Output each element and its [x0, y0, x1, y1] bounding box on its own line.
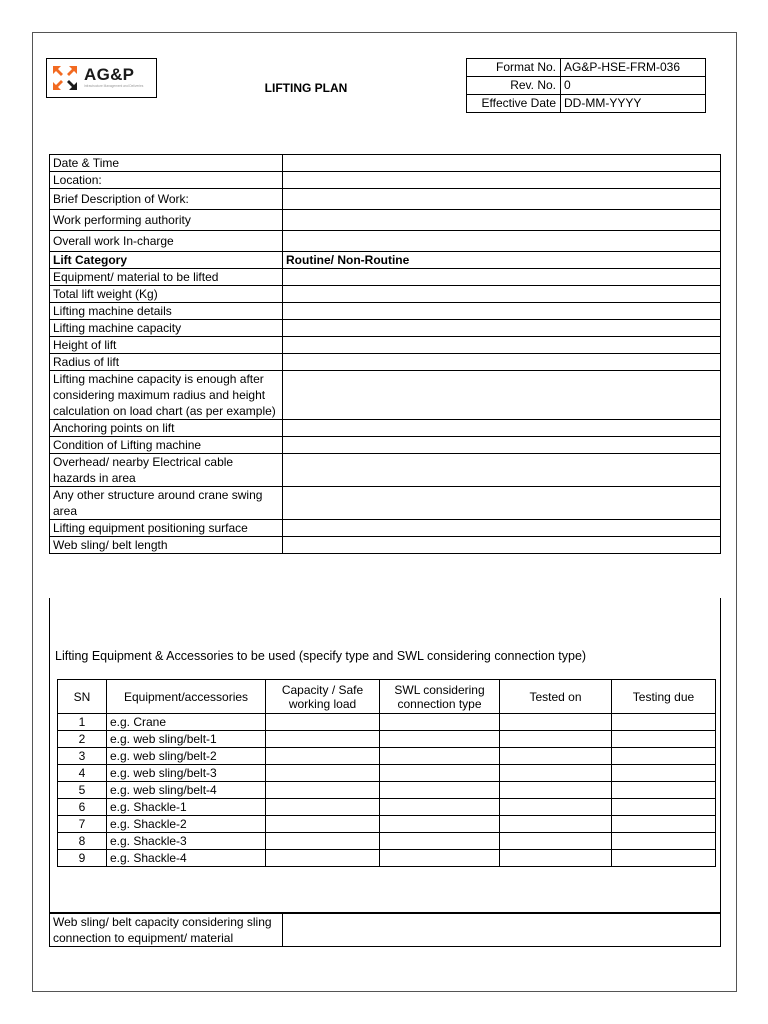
- table-row: [58, 850, 716, 867]
- row-equipment: e.g. web sling/belt-1: [107, 731, 266, 748]
- row-equipment: e.g. web sling/belt-3: [107, 765, 266, 782]
- empty-cell-field[interactable]: [266, 816, 380, 833]
- logo-arrow-shape: [67, 66, 77, 76]
- format-value: DD-MM-YYYY: [561, 95, 706, 113]
- table-row: [50, 252, 721, 269]
- row-label: Any other structure around crane swing area: [50, 487, 283, 520]
- row-equipment: e.g. Crane: [107, 714, 266, 731]
- row-sn: 4: [58, 765, 107, 782]
- empty-cell-field[interactable]: [500, 731, 612, 748]
- table-row: [50, 286, 721, 303]
- empty-cell-field[interactable]: [500, 765, 612, 782]
- empty-cell-field[interactable]: [266, 782, 380, 799]
- row-sn: 2: [58, 731, 107, 748]
- format-label: Rev. No.: [467, 77, 561, 95]
- empty-cell-field[interactable]: [380, 731, 500, 748]
- sling-capacity-table: [49, 913, 721, 947]
- row-sn: 8: [58, 833, 107, 850]
- empty-cell-field[interactable]: [500, 714, 612, 731]
- table-row: [50, 371, 721, 420]
- empty-cell-field[interactable]: [612, 714, 716, 731]
- row-label: Lifting equipment positioning surface: [50, 520, 283, 537]
- empty-cell-field[interactable]: [612, 799, 716, 816]
- empty-cell-field[interactable]: [500, 799, 612, 816]
- form-header: [46, 58, 711, 124]
- empty-cell-field[interactable]: [266, 731, 380, 748]
- row-value-field[interactable]: [283, 914, 721, 947]
- table-row: [58, 799, 716, 816]
- table-row: [50, 454, 721, 487]
- row-value-field[interactable]: [283, 437, 721, 454]
- table-row: [50, 155, 721, 172]
- row-sn: 7: [58, 816, 107, 833]
- row-label: Equipment/ material to be lifted: [50, 269, 283, 286]
- empty-cell-field[interactable]: [500, 833, 612, 850]
- empty-cell-field[interactable]: [380, 816, 500, 833]
- company-logo: [46, 58, 157, 98]
- row-label: Condition of Lifting machine: [50, 437, 283, 454]
- row-equipment: e.g. Shackle-4: [107, 850, 266, 867]
- row-value-field[interactable]: [283, 337, 721, 354]
- empty-cell-field[interactable]: [380, 850, 500, 867]
- column-header: Testing due: [612, 680, 716, 714]
- agp-logo-icon: [50, 63, 80, 93]
- column-header: SWL considering connection type: [380, 680, 500, 714]
- row-value-field[interactable]: [283, 520, 721, 537]
- table-row: [50, 520, 721, 537]
- format-info-table: [466, 58, 706, 113]
- table-row: [50, 303, 721, 320]
- empty-cell-field[interactable]: [380, 782, 500, 799]
- table-row: [50, 320, 721, 337]
- table-row: [50, 537, 721, 554]
- row-value-field[interactable]: [283, 420, 721, 437]
- empty-cell-field[interactable]: [500, 782, 612, 799]
- row-label: Date & Time: [50, 155, 283, 172]
- empty-cell-field[interactable]: [380, 714, 500, 731]
- table-row: [58, 714, 716, 731]
- row-label: Web sling/ belt length: [50, 537, 283, 554]
- table-row: [50, 231, 721, 252]
- empty-cell-field[interactable]: [266, 714, 380, 731]
- table-row: [50, 487, 721, 520]
- format-row: [467, 59, 706, 77]
- table-row: [50, 437, 721, 454]
- row-label: Work performing authority: [50, 210, 283, 231]
- format-row: [467, 95, 706, 113]
- table-row: [58, 765, 716, 782]
- row-label: Height of lift: [50, 337, 283, 354]
- empty-cell-field[interactable]: [612, 816, 716, 833]
- row-sn: 9: [58, 850, 107, 867]
- empty-cell-field[interactable]: [500, 816, 612, 833]
- empty-cell-field[interactable]: [612, 765, 716, 782]
- format-value: 0: [561, 77, 706, 95]
- format-value: AG&P-HSE-FRM-036: [561, 59, 706, 77]
- table-row: [50, 354, 721, 371]
- logo-arrow-shape: [67, 80, 77, 90]
- row-value-field[interactable]: [283, 286, 721, 303]
- empty-cell-field[interactable]: [380, 799, 500, 816]
- row-sn: 6: [58, 799, 107, 816]
- row-value-field[interactable]: Routine/ Non-Routine: [283, 252, 721, 269]
- logo-arrow-shape: [53, 66, 63, 76]
- row-label: Anchoring points on lift: [50, 420, 283, 437]
- column-header: Tested on: [500, 680, 612, 714]
- empty-cell-field[interactable]: [500, 850, 612, 867]
- table-row: [50, 172, 721, 189]
- row-value-field[interactable]: [283, 303, 721, 320]
- empty-cell-field[interactable]: [266, 765, 380, 782]
- row-label: Lifting machine capacity: [50, 320, 283, 337]
- row-sn: 3: [58, 748, 107, 765]
- table-row: [58, 816, 716, 833]
- row-label: Brief Description of Work:: [50, 189, 283, 210]
- column-header: Capacity / Safe working load: [266, 680, 380, 714]
- row-sn: 5: [58, 782, 107, 799]
- logo-text: AG&P: [84, 65, 135, 84]
- row-value-field[interactable]: [283, 371, 721, 420]
- row-label: Location:: [50, 172, 283, 189]
- empty-cell-field[interactable]: [612, 850, 716, 867]
- table-row: [58, 731, 716, 748]
- form-title: LIFTING PLAN: [264, 81, 348, 95]
- row-value-field[interactable]: [283, 487, 721, 520]
- equipment-heading: Lifting Equipment & Accessories to be used (specify type and SWL considering connection type): [55, 649, 587, 663]
- format-label: Effective Date: [467, 95, 561, 113]
- table-row: [58, 748, 716, 765]
- empty-cell-field[interactable]: [612, 833, 716, 850]
- row-value-field[interactable]: [283, 189, 721, 210]
- row-value-field[interactable]: [283, 210, 721, 231]
- table-row: [50, 189, 721, 210]
- table-row: [50, 337, 721, 354]
- empty-cell-field[interactable]: [612, 748, 716, 765]
- row-value-field[interactable]: [283, 320, 721, 337]
- row-equipment: e.g. Shackle-3: [107, 833, 266, 850]
- row-value-field[interactable]: [283, 269, 721, 286]
- table-row: [50, 210, 721, 231]
- column-header: Equipment/accessories: [107, 680, 266, 714]
- row-label: Total lift weight (Kg): [50, 286, 283, 303]
- lifting-plan-table: [49, 154, 721, 554]
- row-label: Web sling/ belt capacity considering sling connection to equipment/ material: [50, 914, 283, 947]
- row-value-field[interactable]: [283, 537, 721, 554]
- table-row: [58, 833, 716, 850]
- row-label: Lift Category: [50, 252, 283, 269]
- empty-cell-field[interactable]: [266, 799, 380, 816]
- column-header: SN: [58, 680, 107, 714]
- logo-arrow-shape: [53, 80, 63, 90]
- row-value-field[interactable]: [283, 354, 721, 371]
- row-label: Lifting machine details: [50, 303, 283, 320]
- row-label: Overall work In-charge: [50, 231, 283, 252]
- table-row: [50, 420, 721, 437]
- row-equipment: e.g. web sling/belt-2: [107, 748, 266, 765]
- row-value-field[interactable]: [283, 155, 721, 172]
- row-value-field[interactable]: [283, 231, 721, 252]
- logo-tagline: Infrastructure Management and Deliveries: [84, 84, 144, 88]
- format-row: [467, 77, 706, 95]
- row-label: Overhead/ nearby Electrical cable hazards in area: [50, 454, 283, 487]
- empty-cell-field[interactable]: [612, 782, 716, 799]
- empty-cell-field[interactable]: [266, 850, 380, 867]
- row-value-field[interactable]: [283, 454, 721, 487]
- table-row: [50, 269, 721, 286]
- empty-cell-field[interactable]: [612, 731, 716, 748]
- empty-cell-field[interactable]: [380, 833, 500, 850]
- row-value-field[interactable]: [283, 172, 721, 189]
- form-page: [32, 32, 737, 992]
- row-label: Radius of lift: [50, 354, 283, 371]
- row-sn: 1: [58, 714, 107, 731]
- row-equipment: e.g. Shackle-2: [107, 816, 266, 833]
- empty-cell-field[interactable]: [380, 748, 500, 765]
- row-equipment: e.g. Shackle-1: [107, 799, 266, 816]
- empty-cell-field[interactable]: [380, 765, 500, 782]
- table-row: [58, 782, 716, 799]
- row-label: Lifting machine capacity is enough after considering maximum radius and height calculation on load chart (as per example): [50, 371, 283, 420]
- equipment-table: [57, 679, 716, 867]
- row-equipment: e.g. web sling/belt-4: [107, 782, 266, 799]
- format-label: Format No.: [467, 59, 561, 77]
- equipment-section: [49, 598, 721, 913]
- empty-cell-field[interactable]: [266, 833, 380, 850]
- empty-cell-field[interactable]: [266, 748, 380, 765]
- empty-cell-field[interactable]: [500, 748, 612, 765]
- table-row: [50, 914, 721, 947]
